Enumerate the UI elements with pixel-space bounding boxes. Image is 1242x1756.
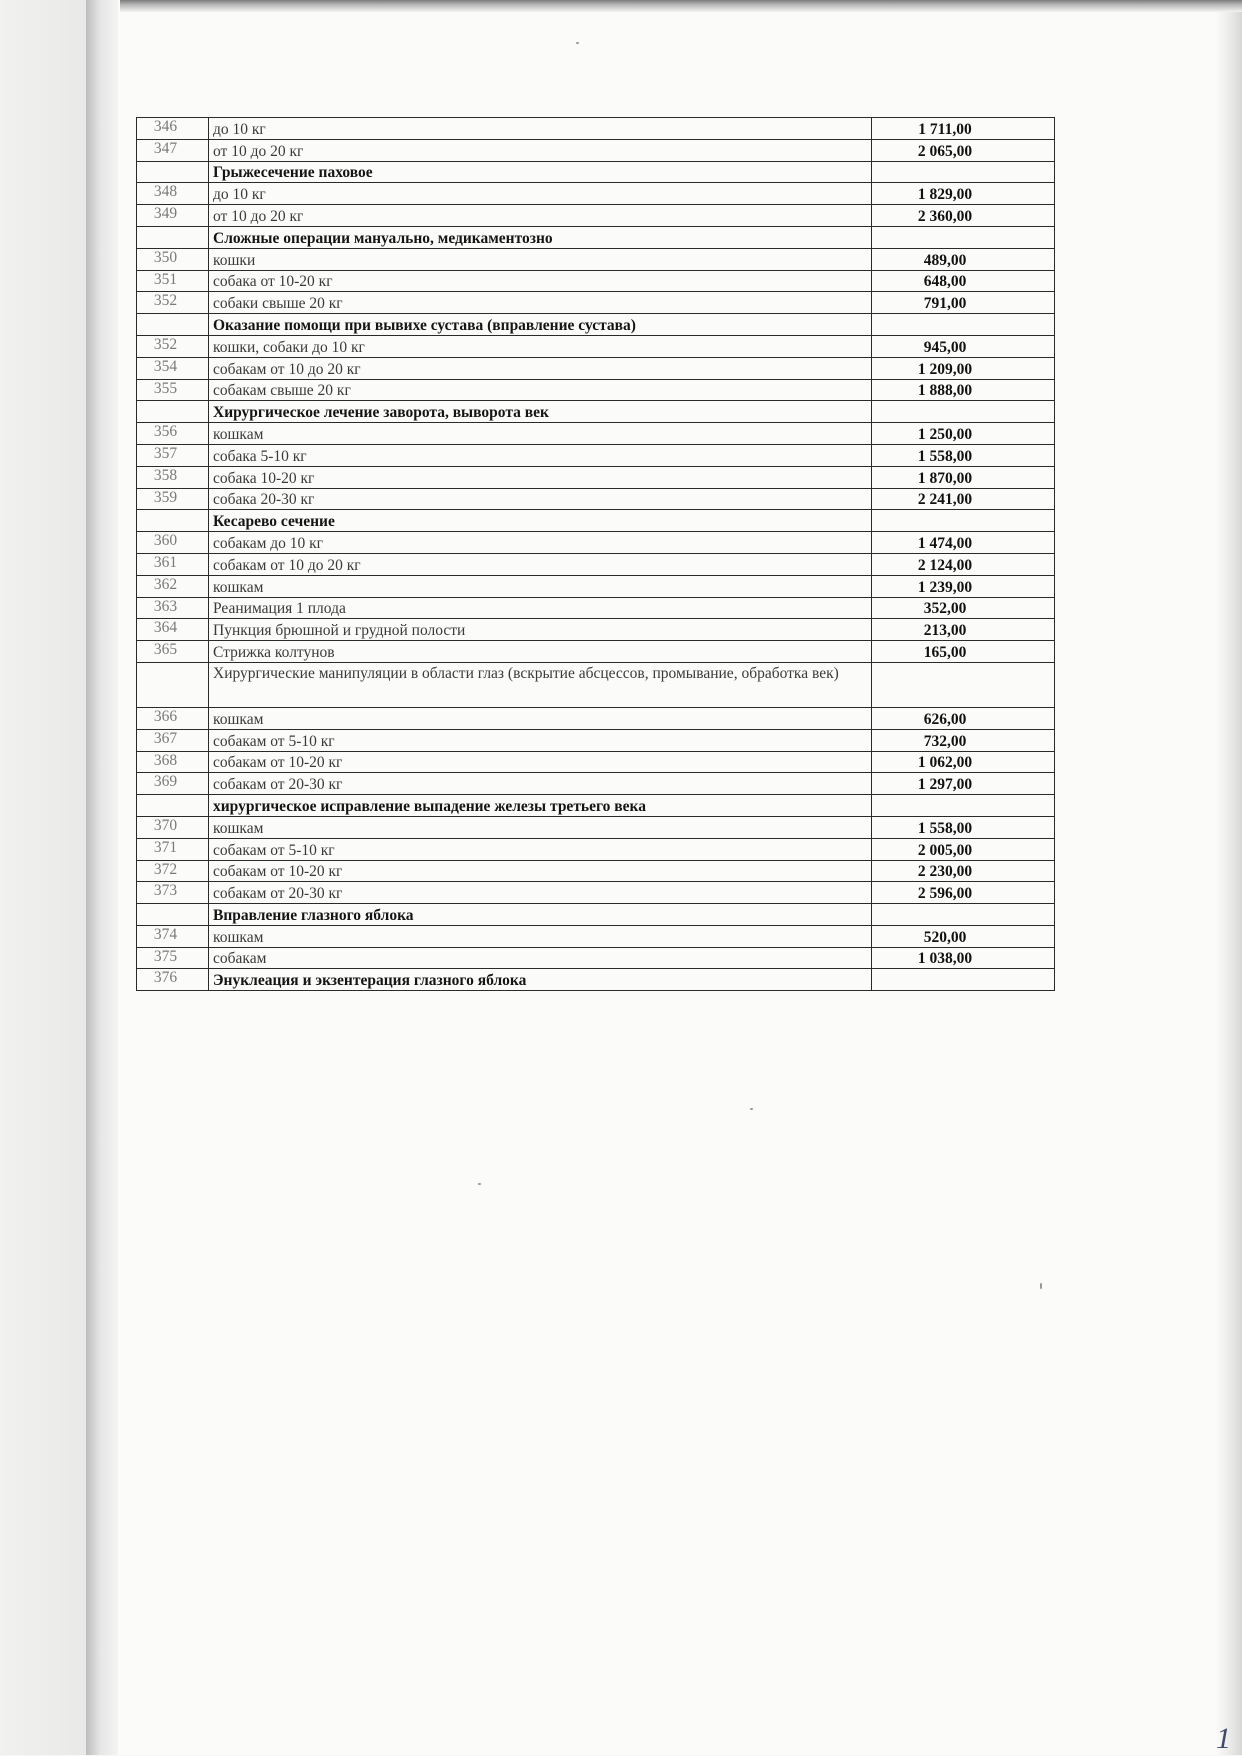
section-title-cell: хирургическое исправление выпадение железы третьего века: [209, 795, 872, 817]
table-row: [137, 838, 1055, 860]
price-cell: 1 062,00: [872, 751, 1055, 773]
table-row: [137, 729, 1055, 751]
price-cell: 520,00: [872, 925, 1055, 947]
section-header-row: [137, 401, 1055, 423]
price-cell: [872, 226, 1055, 248]
row-number-cell: 362: [137, 575, 209, 597]
section-header-row: [137, 795, 1055, 817]
service-name-cell: Пункция брюшной и грудной полости: [209, 619, 872, 641]
row-number-cell: 367: [137, 729, 209, 751]
table-row: [137, 444, 1055, 466]
service-name-cell: до 10 кг: [209, 118, 872, 140]
price-cell: 1 829,00: [872, 183, 1055, 205]
service-name-cell: собакам свыше 20 кг: [209, 379, 872, 401]
price-cell: 1 474,00: [872, 532, 1055, 554]
price-cell: 1 870,00: [872, 466, 1055, 488]
service-name-cell: Реанимация 1 плода: [209, 597, 872, 619]
service-name-cell: собака 5-10 кг: [209, 444, 872, 466]
price-cell: 1 558,00: [872, 444, 1055, 466]
row-number-cell: 363: [137, 597, 209, 619]
row-number-cell: 371: [137, 838, 209, 860]
row-number-cell: [137, 904, 209, 926]
service-name-cell: кошки, собаки до 10 кг: [209, 335, 872, 357]
price-cell: [872, 161, 1055, 183]
scan-speck: [576, 42, 579, 44]
table-row: [137, 816, 1055, 838]
section-header-row: [137, 904, 1055, 926]
binding-shadow-outer: [0, 0, 86, 1755]
row-number-cell: 346: [137, 118, 209, 140]
price-cell: 1 711,00: [872, 118, 1055, 140]
table-row: [137, 139, 1055, 161]
service-name-cell: кошкам: [209, 925, 872, 947]
table-row: [137, 662, 1055, 707]
section-title-cell: Сложные операции мануально, медикаментозно: [209, 226, 872, 248]
section-header-row: [137, 510, 1055, 532]
table-row: [137, 466, 1055, 488]
top-edge-shadow: [120, 0, 1242, 12]
price-cell: [872, 510, 1055, 532]
table-row: [137, 619, 1055, 641]
row-number-cell: 351: [137, 270, 209, 292]
table-row: [137, 925, 1055, 947]
price-cell: 2 005,00: [872, 838, 1055, 860]
price-table: [136, 117, 1055, 991]
row-number-cell: 347: [137, 139, 209, 161]
row-number-cell: 361: [137, 553, 209, 575]
service-name-cell: собаки свыше 20 кг: [209, 292, 872, 314]
price-cell: 1 038,00: [872, 947, 1055, 969]
service-name-cell: кошкам: [209, 575, 872, 597]
service-name-cell: Хирургические манипуляции в области глаз (вскрытие абсцессов, промывание, обработка век): [209, 662, 872, 707]
table-row: [137, 882, 1055, 904]
section-title-cell: Энуклеация и экзентерация глазного яблока: [209, 969, 872, 991]
service-name-cell: собакам: [209, 947, 872, 969]
row-number-cell: 364: [137, 619, 209, 641]
service-name-cell: собакам от 10 до 20 кг: [209, 553, 872, 575]
price-table-body: [137, 118, 1055, 991]
service-name-cell: от 10 до 20 кг: [209, 205, 872, 227]
scan-speck: [478, 1183, 481, 1185]
scan-speck: [1040, 1283, 1042, 1289]
row-number-cell: 374: [137, 925, 209, 947]
price-cell: 352,00: [872, 597, 1055, 619]
row-number-cell: 376: [137, 969, 209, 991]
service-name-cell: собакам от 10-20 кг: [209, 860, 872, 882]
row-number-cell: 370: [137, 816, 209, 838]
section-header-row: [137, 161, 1055, 183]
price-cell: 213,00: [872, 619, 1055, 641]
service-name-cell: собакам от 20-30 кг: [209, 773, 872, 795]
service-name-cell: собака от 10-20 кг: [209, 270, 872, 292]
service-name-cell: собакам от 10 до 20 кг: [209, 357, 872, 379]
service-name-cell: кошки: [209, 248, 872, 270]
price-cell: 1 558,00: [872, 816, 1055, 838]
table-row: [137, 860, 1055, 882]
price-cell: 165,00: [872, 641, 1055, 663]
service-name-cell: от 10 до 20 кг: [209, 139, 872, 161]
row-number-cell: [137, 662, 209, 707]
table-row: [137, 947, 1055, 969]
table-row: [137, 248, 1055, 270]
price-cell: 791,00: [872, 292, 1055, 314]
row-number-cell: 349: [137, 205, 209, 227]
row-number-cell: 359: [137, 488, 209, 510]
price-cell: [872, 904, 1055, 926]
table-row: [137, 423, 1055, 445]
section-title-cell: Вправление глазного яблока: [209, 904, 872, 926]
row-number-cell: 352: [137, 335, 209, 357]
table-row: [137, 335, 1055, 357]
price-cell: 2 124,00: [872, 553, 1055, 575]
row-number-cell: [137, 795, 209, 817]
table-row: [137, 707, 1055, 729]
price-cell: 2 360,00: [872, 205, 1055, 227]
row-number-cell: 366: [137, 707, 209, 729]
row-number-cell: 369: [137, 773, 209, 795]
row-number-cell: 352: [137, 292, 209, 314]
row-number-cell: [137, 510, 209, 532]
price-cell: 648,00: [872, 270, 1055, 292]
price-cell: [872, 401, 1055, 423]
row-number-cell: [137, 314, 209, 336]
row-number-cell: 373: [137, 882, 209, 904]
service-name-cell: собака 10-20 кг: [209, 466, 872, 488]
right-edge-shadow: [1216, 12, 1242, 1755]
service-name-cell: до 10 кг: [209, 183, 872, 205]
row-number-cell: [137, 401, 209, 423]
table-row: [137, 575, 1055, 597]
table-row: [137, 641, 1055, 663]
table-row: [137, 292, 1055, 314]
price-cell: 1 888,00: [872, 379, 1055, 401]
row-number-cell: [137, 226, 209, 248]
price-cell: 626,00: [872, 707, 1055, 729]
row-number-cell: 350: [137, 248, 209, 270]
price-cell: [872, 314, 1055, 336]
table-row: [137, 270, 1055, 292]
price-cell: 489,00: [872, 248, 1055, 270]
row-number-cell: 357: [137, 444, 209, 466]
row-number-cell: 348: [137, 183, 209, 205]
row-number-cell: 372: [137, 860, 209, 882]
service-name-cell: собака 20-30 кг: [209, 488, 872, 510]
service-name-cell: кошкам: [209, 816, 872, 838]
row-number-cell: 365: [137, 641, 209, 663]
price-cell: 2 065,00: [872, 139, 1055, 161]
row-number-cell: 358: [137, 466, 209, 488]
table-row: [137, 597, 1055, 619]
section-title-cell: Хирургическое лечение заворота, выворота век: [209, 401, 872, 423]
section-title-cell: Кесарево сечение: [209, 510, 872, 532]
price-cell: 945,00: [872, 335, 1055, 357]
price-cell: 1 297,00: [872, 773, 1055, 795]
row-number-cell: 354: [137, 357, 209, 379]
row-number-cell: 356: [137, 423, 209, 445]
row-number-cell: 375: [137, 947, 209, 969]
price-cell: 1 250,00: [872, 423, 1055, 445]
section-title-cell: Оказание помощи при вывихе сустава (вправление сустава): [209, 314, 872, 336]
service-name-cell: собакам до 10 кг: [209, 532, 872, 554]
section-header-row: [137, 226, 1055, 248]
table-row: [137, 118, 1055, 140]
scan-speck: [750, 1108, 753, 1110]
table-row: [137, 183, 1055, 205]
price-cell: [872, 795, 1055, 817]
table-row: [137, 751, 1055, 773]
table-row: [137, 532, 1055, 554]
section-header-row: [137, 314, 1055, 336]
price-cell: 2 596,00: [872, 882, 1055, 904]
table-row: [137, 357, 1055, 379]
service-name-cell: кошкам: [209, 423, 872, 445]
price-cell: 1 209,00: [872, 357, 1055, 379]
price-cell: 732,00: [872, 729, 1055, 751]
binding-shadow: [86, 0, 118, 1755]
price-cell: 2 241,00: [872, 488, 1055, 510]
service-name-cell: Стрижка колтунов: [209, 641, 872, 663]
service-name-cell: собакам от 5-10 кг: [209, 729, 872, 751]
section-title-cell: Грыжесечение паховое: [209, 161, 872, 183]
service-name-cell: собакам от 5-10 кг: [209, 838, 872, 860]
row-number-cell: 360: [137, 532, 209, 554]
service-name-cell: собакам от 10-20 кг: [209, 751, 872, 773]
table-row: [137, 379, 1055, 401]
table-row: [137, 488, 1055, 510]
section-header-row: [137, 969, 1055, 991]
row-number-cell: 368: [137, 751, 209, 773]
price-cell: 2 230,00: [872, 860, 1055, 882]
price-cell: [872, 969, 1055, 991]
table-row: [137, 773, 1055, 795]
row-number-cell: [137, 161, 209, 183]
price-cell: 1 239,00: [872, 575, 1055, 597]
row-number-cell: 355: [137, 379, 209, 401]
table-row: [137, 553, 1055, 575]
service-name-cell: кошкам: [209, 707, 872, 729]
service-name-cell: собакам от 20-30 кг: [209, 882, 872, 904]
handwritten-page-number: 1: [1216, 1722, 1231, 1755]
price-cell: [872, 662, 1055, 707]
table-row: [137, 205, 1055, 227]
